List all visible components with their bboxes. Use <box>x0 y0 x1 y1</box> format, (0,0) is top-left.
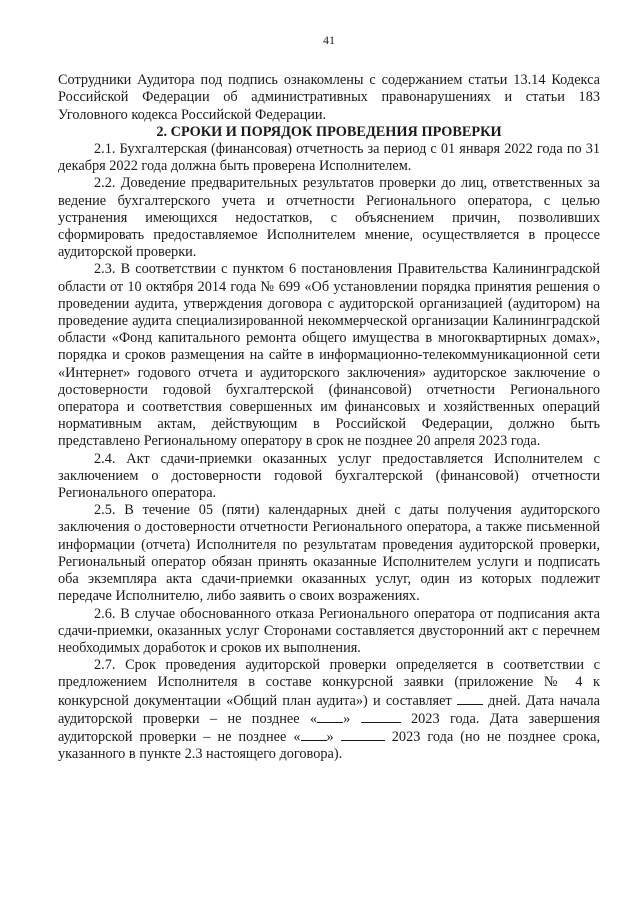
clause-2-7-part1: 2.7. Срок проведения аудиторской проверки определяется в соответствии с предложением Исполнителя в составе конкурсной заявки (приложение № 4 к конкурсной документации «Общий план аудита») и составляет <box>58 657 600 709</box>
clause-2-6: 2.6. В случае обоснованного отказа Регионального оператора от подписания акта сдачи-приемки, оказанных услуг Сторонами составляется двусторонний акт с перечнем необходимых доработок и сроков их выполнения. <box>58 605 600 656</box>
clause-2-7-part3: 2023 года. Дата завершения аудиторской проверки – не позднее <box>58 710 600 745</box>
end-month-blank <box>341 728 385 741</box>
intro-paragraph: Сотрудники Аудитора под подпись ознакомлены с содержанием статьи 13.14 Кодекса Российской Федерации об административных правонарушениях и статьи 183 Уголовного кодекса Российской Федерации. <box>58 72 600 123</box>
section-title: 2. СРОКИ И ПОРЯДОК ПРОВЕДЕНИЯ ПРОВЕРКИ <box>156 123 502 140</box>
clause-2-1: 2.1. Бухгалтерская (финансовая) отчетность за период с 01 января 2022 года по 31 декабря 2022 года должна быть проверена Исполнителем. <box>58 141 600 175</box>
start-month-blank <box>361 710 401 723</box>
start-day-blank <box>317 710 343 723</box>
clause-2-3: 2.3. В соответствии с пунктом 6 постановления Правительства Калининградской области от 10 октября 2014 года № 699 «Об установлении порядка принятия решения о проведении аудита, утверждения договора с аудиторской организацией (аудитором) на проведение аудита специализированной некоммерческой организации Калининградской области «Фонд капитального ремонта общего имущества в многоквартирных домах», порядка и сроков размещения на сайте в информационно-телекоммуникационной сети «Интернет» годового отчета и аудиторского заключения» аудиторское заключение о достоверности годовой бухгалтерской (финансовой) отчетности Регионального оператора и соответствия совершенных им финансовых и хозяйственных операций нормативным актам, действующим в Российской Федерации, должно быть представлено Региональному оператору в срок не позднее 20 апреля 2023 года. <box>58 261 600 450</box>
quote-close: » <box>326 728 334 745</box>
clause-2-2: 2.2. Доведение предварительных результатов проверки до лиц, ответственных за ведение бухгалтерского учета и отчетности Регионального оператора, с целью устранения имеющихся недостатков, с объяснением причин, позволивших сформировать предоставляемое Исполнителем мнение, осуществляется в процессе аудиторской проверки. <box>58 175 600 261</box>
end-day-blank <box>301 728 327 741</box>
clause-2-7-part4: 2023 года (но не позднее срока, указанного в пункте 2.3 настоящего договора). <box>58 728 601 763</box>
clause-2-7-part2: дней. Дата начала аудиторской проверки – не позднее <box>58 692 601 727</box>
clause-2-4: 2.4. Акт сдачи-приемки оказанных услуг предоставляется Исполнителем с заключением о достоверности годовой бухгалтерской (финансовой) отчетности Регионального оператора. <box>58 450 600 502</box>
duration-blank <box>457 692 483 705</box>
quote-open: « <box>293 728 301 745</box>
quote-open: « <box>309 710 318 727</box>
clause-2-5: 2.5. В течение 05 (пяти) календарных дней с даты получения аудиторского заключения о достоверности отчетности Регионального оператора, а также письменной информации (отчета) Исполнителя по результатам проведения аудиторской проверки, Региональный оператор обязан принять оказанные Исполнителем услуги и подписать оба экземпляра акта сдачи-приемки оказанных услуг, один из которых подлежит передаче Исполнителю, либо заявить о своих возражениях. <box>58 502 600 605</box>
page-number: 41 <box>323 33 335 47</box>
clause-2-7 <box>58 657 600 763</box>
quote-close: » <box>343 710 351 727</box>
